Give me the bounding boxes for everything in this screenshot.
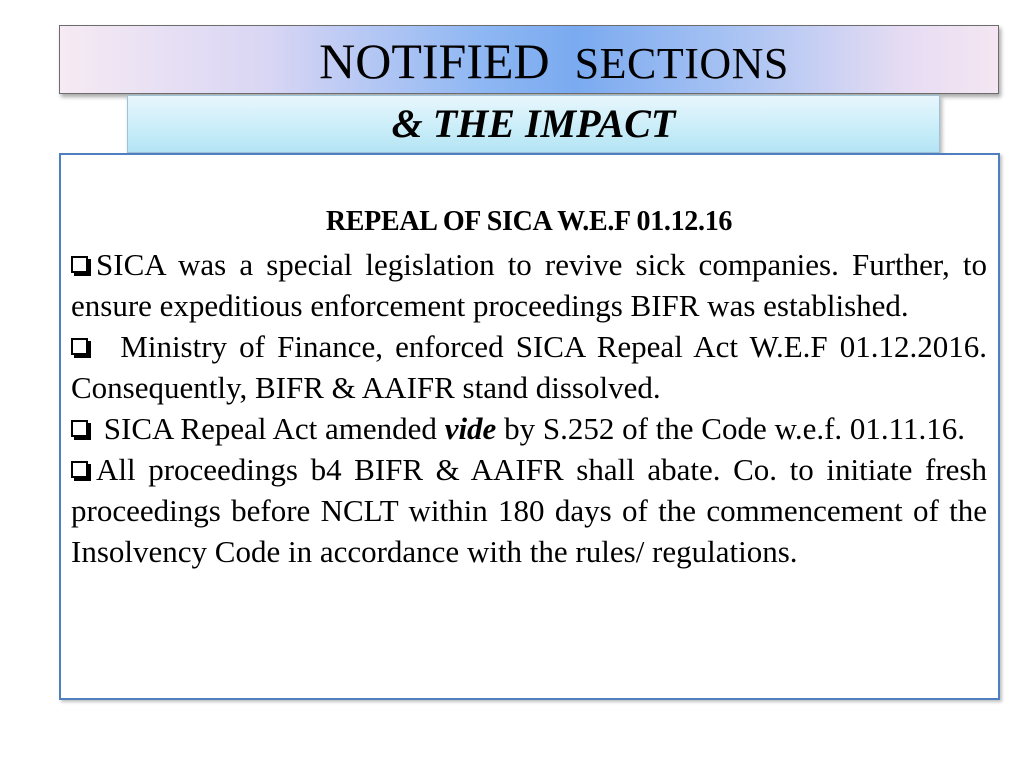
checkbox-square-icon [71,338,88,355]
bullet-text-4: All proceedings b4 BIFR & AAIFR shall abate. Co. to initiate fresh proceedings before NCLT within 180 days of the commencement of the Insolvency Code in accordance with the rules/ regulations. [71,452,987,569]
bullet-text-3-emphasis: vide [444,411,497,446]
content-body [71,203,987,572]
title-banner [59,25,999,94]
title-word-sections: SECTIONS [574,39,789,88]
bullet-item-3 [71,408,987,449]
checkbox-square-icon [71,256,88,273]
bullet-text-3-after: by S.252 of the Code w.e.f. 01.11.16. [504,411,966,446]
bullet-text-1: SICA was a special legislation to revive sick companies. Further, to ensure expeditious enforcement proceedings BIFR was established. [71,247,987,323]
page-title [60,32,998,93]
bullet-text-3-before: SICA Repeal Act amended [103,411,437,446]
bullet-item-4 [71,449,987,572]
checkbox-square-icon [71,420,88,437]
bullet-text-2: Ministry of Finance, enforced SICA Repeal Act W.E.F 01.12.2016. Consequently, BIFR & AAIFR stand dissolved. [71,329,988,405]
title-word-notified: NOTIFIED [319,33,550,89]
section-heading: REPEAL OF SICA W.E.F 01.12.16 [325,206,733,237]
checkbox-square-icon [71,461,88,478]
content-box [59,153,1000,700]
bullet-item-1 [71,244,987,326]
page-subtitle: & THE IMPACT [391,101,676,146]
subtitle-banner [127,95,940,153]
bullet-item-2 [71,326,987,408]
